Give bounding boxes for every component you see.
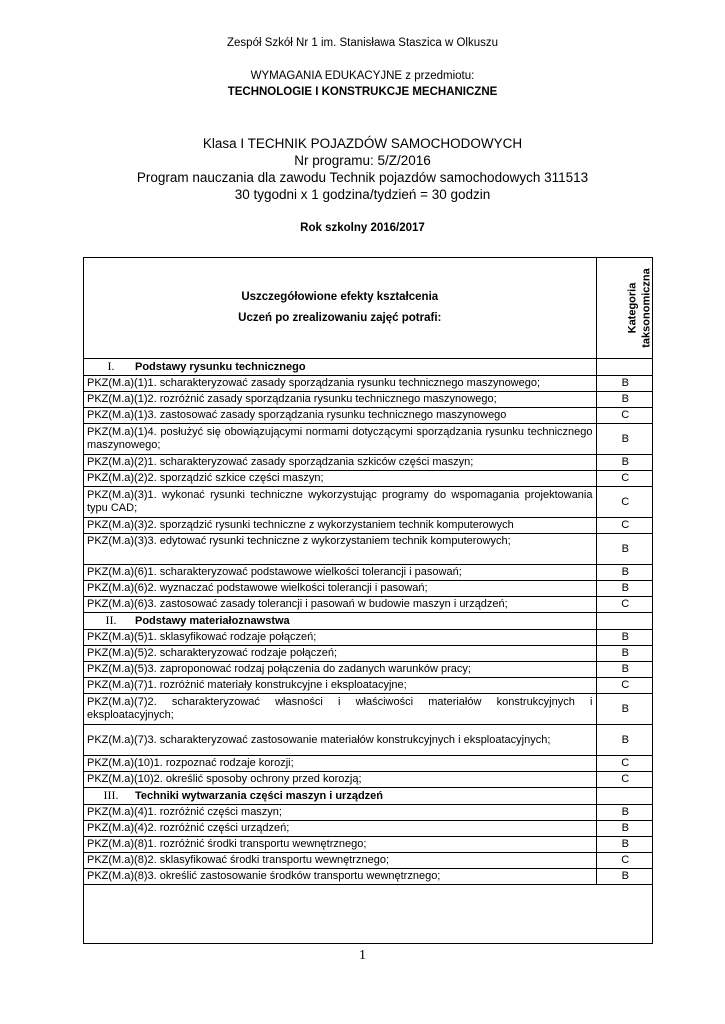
table-row <box>84 392 653 408</box>
effect-cell: PKZ(M.a)(7)3. scharakteryzować zastosowanie materiałów konstrukcyjnych i eksploatacyjnych; <box>84 725 596 756</box>
table-row <box>84 487 653 518</box>
section-title: Podstawy materiałoznawstwa <box>135 615 290 627</box>
header-title-1: Uszczegółowione efekty kształcenia <box>241 291 439 303</box>
section-title: Techniki wytwarzania części maszyn i urządzeń <box>135 790 383 802</box>
category-cell: C <box>596 756 653 772</box>
table-row <box>84 756 653 772</box>
effect-cell: PKZ(M.a)(3)2. sporządzić rysunki techniczne z wykorzystaniem technik komputerowych <box>84 518 596 534</box>
section-number: I. <box>107 359 115 373</box>
program-number: Nr programu: 5/Z/2016 <box>294 153 431 168</box>
category-cell: B <box>596 805 653 821</box>
section-empty-cell <box>596 788 653 805</box>
category-cell: B <box>596 392 653 408</box>
table-row <box>84 662 653 678</box>
effect-cell: PKZ(M.a)(1)4. posłużyć się obowiązującymi normami dotyczącymi sporządzania rysunku technicznego maszynowego; <box>84 424 596 455</box>
section-empty-cell <box>596 613 653 630</box>
section-row <box>84 359 653 376</box>
effect-cell: PKZ(M.a)(5)2. scharakteryzować rodzaje połączeń; <box>84 646 596 662</box>
effect-cell: PKZ(M.a)(10)2. określić sposoby ochrony przed korozją; <box>84 772 596 788</box>
category-cell: C <box>596 471 653 487</box>
effect-cell: PKZ(M.a)(2)2. sporządzić szkice części maszyn; <box>84 471 596 487</box>
table-row <box>84 837 653 853</box>
category-cell: C <box>596 518 653 534</box>
category-cell: C <box>596 487 653 518</box>
section-title: Podstawy rysunku technicznego <box>135 361 306 373</box>
category-cell: B <box>596 565 653 581</box>
effect-cell: PKZ(M.a)(1)2. rozróżnić zasady sporządzania rysunku technicznego maszynowego; <box>84 392 596 408</box>
table-row <box>84 581 653 597</box>
effect-cell: PKZ(M.a)(6)1. scharakteryzować podstawowe wielkości tolerancji i pasowań; <box>84 565 596 581</box>
category-cell: B <box>596 725 653 756</box>
header-category-cell <box>596 258 653 359</box>
effect-cell: PKZ(M.a)(6)3. zastosować zasady tolerancji i pasowań w budowie maszyn i urządzeń; <box>84 597 596 613</box>
requirements-table <box>84 258 653 885</box>
table-row <box>84 678 653 694</box>
section-cell <box>84 788 596 805</box>
category-cell: B <box>596 646 653 662</box>
category-cell: B <box>596 534 653 565</box>
table-row <box>84 471 653 487</box>
effect-cell: PKZ(M.a)(3)1. wykonać rysunki techniczne wykorzystując programy do wspomagania projektowania typu CAD; <box>84 487 596 518</box>
effect-cell: PKZ(M.a)(8)1. rozróżnić środki transportu wewnętrznego; <box>84 837 596 853</box>
section-number: III. <box>103 788 119 802</box>
effect-cell: PKZ(M.a)(5)3. zaproponować rodzaj połączenia do zadanych warunków pracy; <box>84 662 596 678</box>
subject-title: TECHNOLOGIE I KONSTRUKCJE MECHANICZNE <box>227 86 498 98</box>
effect-cell: PKZ(M.a)(1)1. scharakteryzować zasady sporządzania rysunku technicznego maszynowego; <box>84 376 596 392</box>
table-row <box>84 565 653 581</box>
section-number: II. <box>105 613 117 627</box>
table-row <box>84 518 653 534</box>
section-row <box>84 788 653 805</box>
effect-cell: PKZ(M.a)(5)1. sklasyfikować rodzaje połączeń; <box>84 630 596 646</box>
category-cell: B <box>596 424 653 455</box>
table-row <box>84 805 653 821</box>
effect-cell: PKZ(M.a)(10)1. rozpoznać rodzaje korozji; <box>84 756 596 772</box>
effect-cell: PKZ(M.a)(8)3. określić zastosowanie środków transportu wewnętrznego; <box>84 869 596 885</box>
requirements-label: WYMAGANIA EDUKACYJNE z przedmiotu: <box>250 70 475 82</box>
table-row <box>84 376 653 392</box>
header-taxonomy-word: taksonomiczna <box>640 268 653 348</box>
category-cell: B <box>596 662 653 678</box>
header-title-2: Uczeń po zrealizowaniu zajęć potrafi: <box>238 312 442 324</box>
category-cell: B <box>596 821 653 837</box>
category-cell: B <box>596 455 653 471</box>
table-row <box>84 455 653 471</box>
section-empty-cell <box>596 359 653 376</box>
program-description: Program nauczania dla zawodu Technik pojazdów samochodowych 311513 <box>136 170 589 185</box>
category-cell: B <box>596 376 653 392</box>
table-row <box>84 853 653 869</box>
table-row <box>84 725 653 756</box>
category-cell: B <box>596 869 653 885</box>
table-row <box>84 869 653 885</box>
effect-cell: PKZ(M.a)(8)2. sklasyfikować środki transportu wewnętrznego; <box>84 853 596 869</box>
hours-line: 30 tygodni x 1 godzina/tydzień = 30 godzin <box>234 187 491 202</box>
table-row <box>84 408 653 424</box>
table-row <box>84 630 653 646</box>
table-row <box>84 597 653 613</box>
header-effects-cell <box>84 258 596 359</box>
category-cell: B <box>596 630 653 646</box>
category-cell: B <box>596 694 653 725</box>
category-cell: B <box>596 581 653 597</box>
category-cell: C <box>596 853 653 869</box>
effect-cell: PKZ(M.a)(7)2. scharakteryzować własności i właściwości materiałów konstrukcyjnych i eksploatacyjnych; <box>84 694 596 725</box>
effect-cell: PKZ(M.a)(4)1. rozróżnić części maszyn; <box>84 805 596 821</box>
page-number: 1 <box>359 948 366 963</box>
table-row <box>84 424 653 455</box>
effect-cell: PKZ(M.a)(6)2. wyznaczać podstawowe wielkości tolerancji i pasowań; <box>84 581 596 597</box>
table-row <box>84 646 653 662</box>
section-row <box>84 613 653 630</box>
category-cell: C <box>596 772 653 788</box>
category-cell: C <box>596 678 653 694</box>
table-row <box>84 694 653 725</box>
effect-cell: PKZ(M.a)(7)1. rozróżnić materiały konstrukcyjne i eksploatacyjne; <box>84 678 596 694</box>
requirements-table-wrap <box>83 257 653 944</box>
section-cell <box>84 359 596 376</box>
school-year: Rok szkolny 2016/2017 <box>300 222 425 234</box>
class-line: Klasa I TECHNIK POJAZDÓW SAMOCHODOWYCH <box>202 136 523 151</box>
category-cell: B <box>596 837 653 853</box>
school-name: Zespół Szkół Nr 1 im. Stanisława Staszica w Olkuszu <box>227 37 498 49</box>
table-row <box>84 821 653 837</box>
table-row <box>84 772 653 788</box>
category-cell: C <box>596 597 653 613</box>
effect-cell: PKZ(M.a)(1)3. zastosować zasady sporządzania rysunku technicznego maszynowego <box>84 408 596 424</box>
section-cell <box>84 613 596 630</box>
effect-cell: PKZ(M.a)(2)1. scharakteryzować zasady sporządzania szkiców części maszyn; <box>84 455 596 471</box>
effect-cell: PKZ(M.a)(4)2. rozróżnić części urządzeń; <box>84 821 596 837</box>
effect-cell: PKZ(M.a)(3)3. edytować rysunki techniczne z wykorzystaniem technik komputerowych; <box>84 534 596 565</box>
header-category-word: Kategoria <box>626 282 639 334</box>
table-header-row <box>84 258 653 359</box>
header-category-label <box>625 268 653 347</box>
table-row <box>84 534 653 565</box>
category-cell: C <box>596 408 653 424</box>
